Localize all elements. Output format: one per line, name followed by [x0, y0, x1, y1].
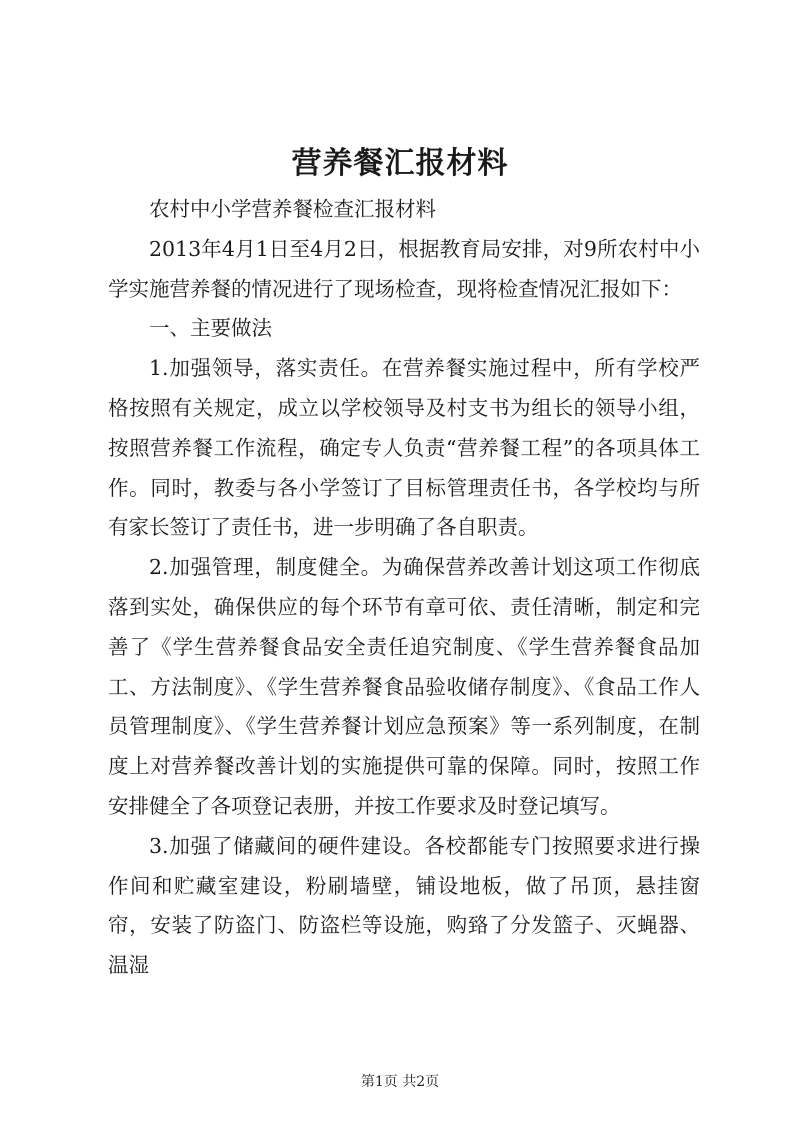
- paragraph-item-3: 3.加强了储藏间的硬件建设。各校都能专门按照要求进行操作间和贮藏室建设，粉刷墙壁，铺设地板，做了吊顶，悬挂窗帘，安装了防盗门、防盗栏等设施，购臵了分发篮子、灭蝇器、温湿: [108, 833, 700, 978]
- page-footer: 第1页 共2页: [360, 1074, 440, 1090]
- paragraph-intro: 2013年4月1日至4月2日，根据教育局安排，对9所农村中小学实施营养餐的情况进行了现场检查，现将检查情况汇报如下：: [108, 236, 700, 301]
- paragraph-subtitle: 农村中小学营养餐检查汇报材料: [149, 197, 436, 221]
- document-title: 营养餐汇报材料: [291, 146, 509, 181]
- section-heading: 一、主要做法: [149, 316, 272, 341]
- paragraph-item-1: 1.加强领导，落实责任。在营养餐实施过程中，所有学校严格按照有关规定，成立以学校领导及村支书为组长的领导小组，按照营养餐工作流程，确定专人负责“营养餐工程”的各项具体工作。同时，教委与各小学签订了目标管理责任书，各学校均与所有家长签订了责任书，进一步明确了各自职责。: [108, 356, 700, 540]
- paragraph-item-2: 2.加强管理，制度健全。为确保营养改善计划这项工作彻底落到实处，确保供应的每个环节有章可依、责任清晰，制定和完善了《学生营养餐食品安全责任追究制度、《学生营养餐食品加工、方法制度》、《学生营养餐食品验收储存制度》、《食品工作人员管理制度》、《学生营养餐计划应急预案》等一系列制度，在制度上对营养餐改善计划的实施提供可靠的保障。同时，按照工作安排健全了各项登记表册，并按工作要求及时登记填写。: [108, 555, 700, 818]
- document-body: [108, 190, 700, 986]
